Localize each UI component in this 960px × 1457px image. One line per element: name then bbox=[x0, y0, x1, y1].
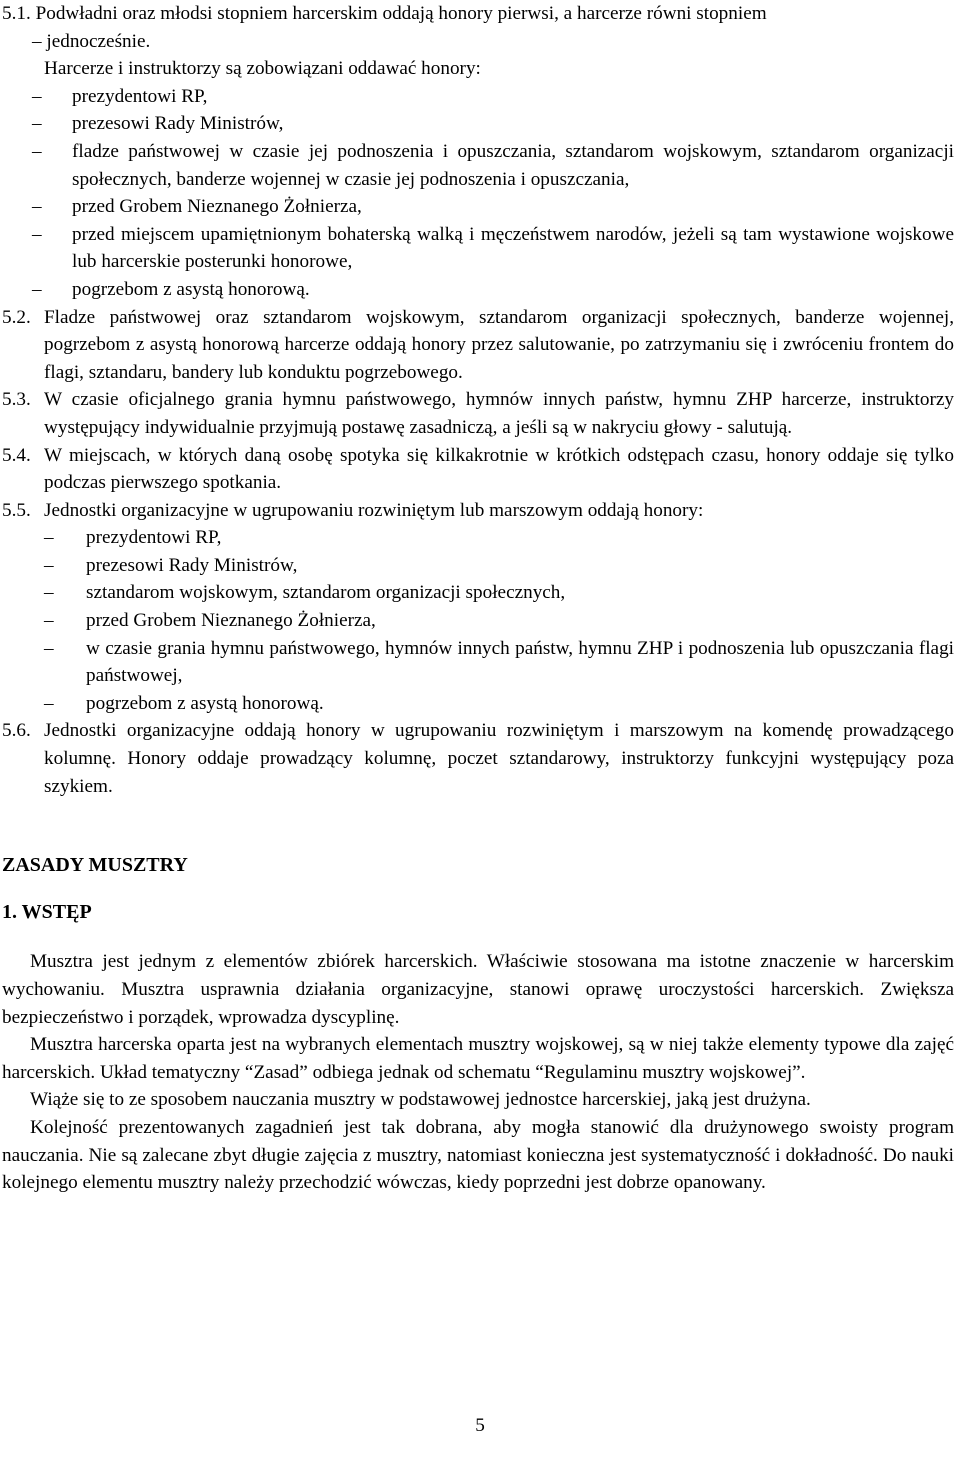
paragraph-number: 5.2. bbox=[2, 306, 31, 328]
list-item-text: prezesowi Rady Ministrów, bbox=[72, 113, 284, 135]
list-item bbox=[32, 110, 954, 138]
list-item bbox=[44, 524, 954, 552]
body-paragraph: Wiąże się to ze sposobem nauczania musztry w podstawowej jednostce harcerskiej, jaką jest drużyna. bbox=[30, 1089, 811, 1111]
section-5-2 bbox=[2, 304, 956, 387]
list-item-text: sztandarom wojskowym, sztandarom organizacji społecznych, bbox=[86, 582, 566, 604]
paragraph-number: 5.4. bbox=[2, 444, 31, 466]
paragraph-text: Jednostki organizacyjne w ugrupowaniu rozwiniętym lub marszowym oddają honory: bbox=[44, 499, 704, 521]
intro-body bbox=[2, 948, 956, 1196]
section-title: ZASADY MUSZTRY bbox=[2, 854, 188, 877]
list-item-text: prezesowi Rady Ministrów, bbox=[86, 554, 298, 576]
body-paragraph: Kolejność prezentowanych zagadnień jest tak dobrana, aby mogła stanowić dla drużynowego swoisty program nauczania. Nie są zalecane zbyt długie zajęcia z musztry, natomiast konieczna jest systematyczność i dokładność. Do nauki kolejnego elementu musztry należy przechodzić wówczas, kiedy poprzedni jest dobrze opanowany. bbox=[2, 1116, 954, 1194]
paragraph-number: 5.6. bbox=[2, 720, 31, 742]
section-5-5 bbox=[2, 497, 956, 525]
list-item bbox=[32, 193, 954, 221]
list-item-text: pogrzebom z asystą honorową. bbox=[72, 278, 310, 300]
list-item bbox=[32, 138, 954, 193]
list-item bbox=[44, 607, 954, 635]
list-item bbox=[44, 690, 954, 718]
section-5-3 bbox=[2, 386, 956, 441]
list-item-text: przed miejscem upamiętnionym bohaterską walką i męczeństwem narodów, jeżeli są tam wystawione wojskowe lub harcerskie posterunki honorowe, bbox=[72, 223, 954, 273]
dash-marker: – bbox=[32, 113, 42, 135]
paragraph-number: 5.3. bbox=[2, 389, 31, 411]
list-5-1 bbox=[2, 83, 956, 304]
page-number: 5 bbox=[475, 1415, 485, 1436]
section-5-4 bbox=[2, 442, 956, 497]
dash-marker: – bbox=[32, 85, 42, 107]
paragraph-text: jednocześnie. bbox=[46, 30, 151, 52]
dash-marker: – bbox=[44, 610, 54, 632]
dash-marker: – bbox=[32, 30, 42, 52]
list-item-text: prezydentowi RP, bbox=[72, 85, 208, 107]
paragraph-number: 5.5. bbox=[2, 499, 31, 521]
list-item bbox=[32, 83, 954, 111]
dash-marker: – bbox=[44, 527, 54, 549]
list-item-text: w czasie grania hymnu państwowego, hymnów innych państw, hymnu ZHP i podnoszenia lub opuszczania flagi państwowej, bbox=[86, 637, 954, 687]
paragraph-number: 5.1. bbox=[2, 3, 31, 24]
dash-marker: – bbox=[44, 582, 54, 604]
dash-marker: – bbox=[32, 223, 42, 245]
body-paragraph: Musztra jest jednym z elementów zbiórek harcerskich. Właściwie stosowana ma istotne znaczenie w harcerskim wychowaniu. Musztra usprawnia działania organizacyjne, stanowi oprawę uroczystości harcerskich. Zwiększa bezpieczeństwo i porządek, wprowadza dyscyplinę. bbox=[2, 951, 954, 1028]
section-5-1 bbox=[2, 0, 956, 1197]
list-item bbox=[32, 221, 954, 276]
section-5-6 bbox=[2, 717, 956, 800]
dash-marker: – bbox=[44, 692, 54, 714]
list-item-text: przed Grobem Nieznanego Żołnierza, bbox=[72, 196, 362, 218]
list-item-text: pogrzebom z asystą honorową. bbox=[86, 692, 324, 714]
list-item-text: przed Grobem Nieznanego Żołnierza, bbox=[86, 610, 376, 632]
dash-marker: – bbox=[44, 554, 54, 576]
paragraph-text: Fladze państwowej oraz sztandarom wojskowym, sztandarom organizacji społecznych, banderze wojennej, pogrzebom z asystą honorową harcerze oddają honory przez salutowanie, po zatrzymaniu się i zwróceniu frontem do flagi, sztandaru, bandery lub konduktu pogrzebowego. bbox=[44, 306, 954, 383]
list-item-text: prezydentowi RP, bbox=[86, 527, 222, 549]
dash-marker: – bbox=[32, 140, 42, 162]
list-item bbox=[44, 552, 954, 580]
list-item bbox=[32, 276, 954, 304]
paragraph-5-1-line1 bbox=[2, 0, 956, 28]
paragraph-text: W czasie oficjalnego grania hymnu państwowego, hymnów innych państw, hymnu ZHP harcerze, instruktorzy występujący indywidualnie przyjmują postawę zasadniczą, a jeśli są w nakryciu głowy - salutują. bbox=[44, 389, 954, 438]
paragraph-text: W miejscach, w których daną osobę spotyka się kilkakrotnie w krótkich odstępach czasu, honory oddaje się tylko podczas pierwszego spotkania. bbox=[44, 444, 954, 494]
list-item bbox=[44, 635, 954, 690]
list-item-text: fladze państwowej w czasie jej podnoszenia i opuszczania, sztandarom wojskowym, sztandarom organizacji społecznych, banderze wojennej w czasie jej podnoszenia i opuszczania, bbox=[72, 140, 954, 190]
paragraph-text: Jednostki organizacyjne oddają honory w ugrupowaniu rozwiniętym i marszowym na komendę prowadzącego kolumnę. Honory oddaje prowadzący kolumnę, poczet sztandarowy, instruktorzy funkcyjni występujący poza szykiem. bbox=[44, 720, 954, 797]
list-item bbox=[44, 579, 954, 607]
paragraph-5-1-line2 bbox=[2, 28, 956, 56]
dash-marker: – bbox=[44, 637, 54, 659]
paragraph-5-1-intro: Harcerze i instruktorzy są zobowiązani oddawać honory: bbox=[44, 58, 481, 80]
list-5-5 bbox=[2, 524, 956, 717]
subsection-title: 1. WSTĘP bbox=[2, 900, 92, 923]
dash-marker: – bbox=[32, 196, 42, 218]
dash-marker: – bbox=[32, 278, 42, 300]
paragraph-text: Podwładni oraz młodsi stopniem harcerskim oddają honory pierwsi, a harcerze równi stopniem bbox=[35, 3, 767, 24]
body-paragraph: Musztra harcerska oparta jest na wybranych elementach musztry wojskowej, są w niej także elementy typowe dla zajęć harcerskich. Układ tematyczny “Zasad” odbiega jednak od schematu “Regulaminu musztry wojskowej”. bbox=[2, 1034, 954, 1083]
